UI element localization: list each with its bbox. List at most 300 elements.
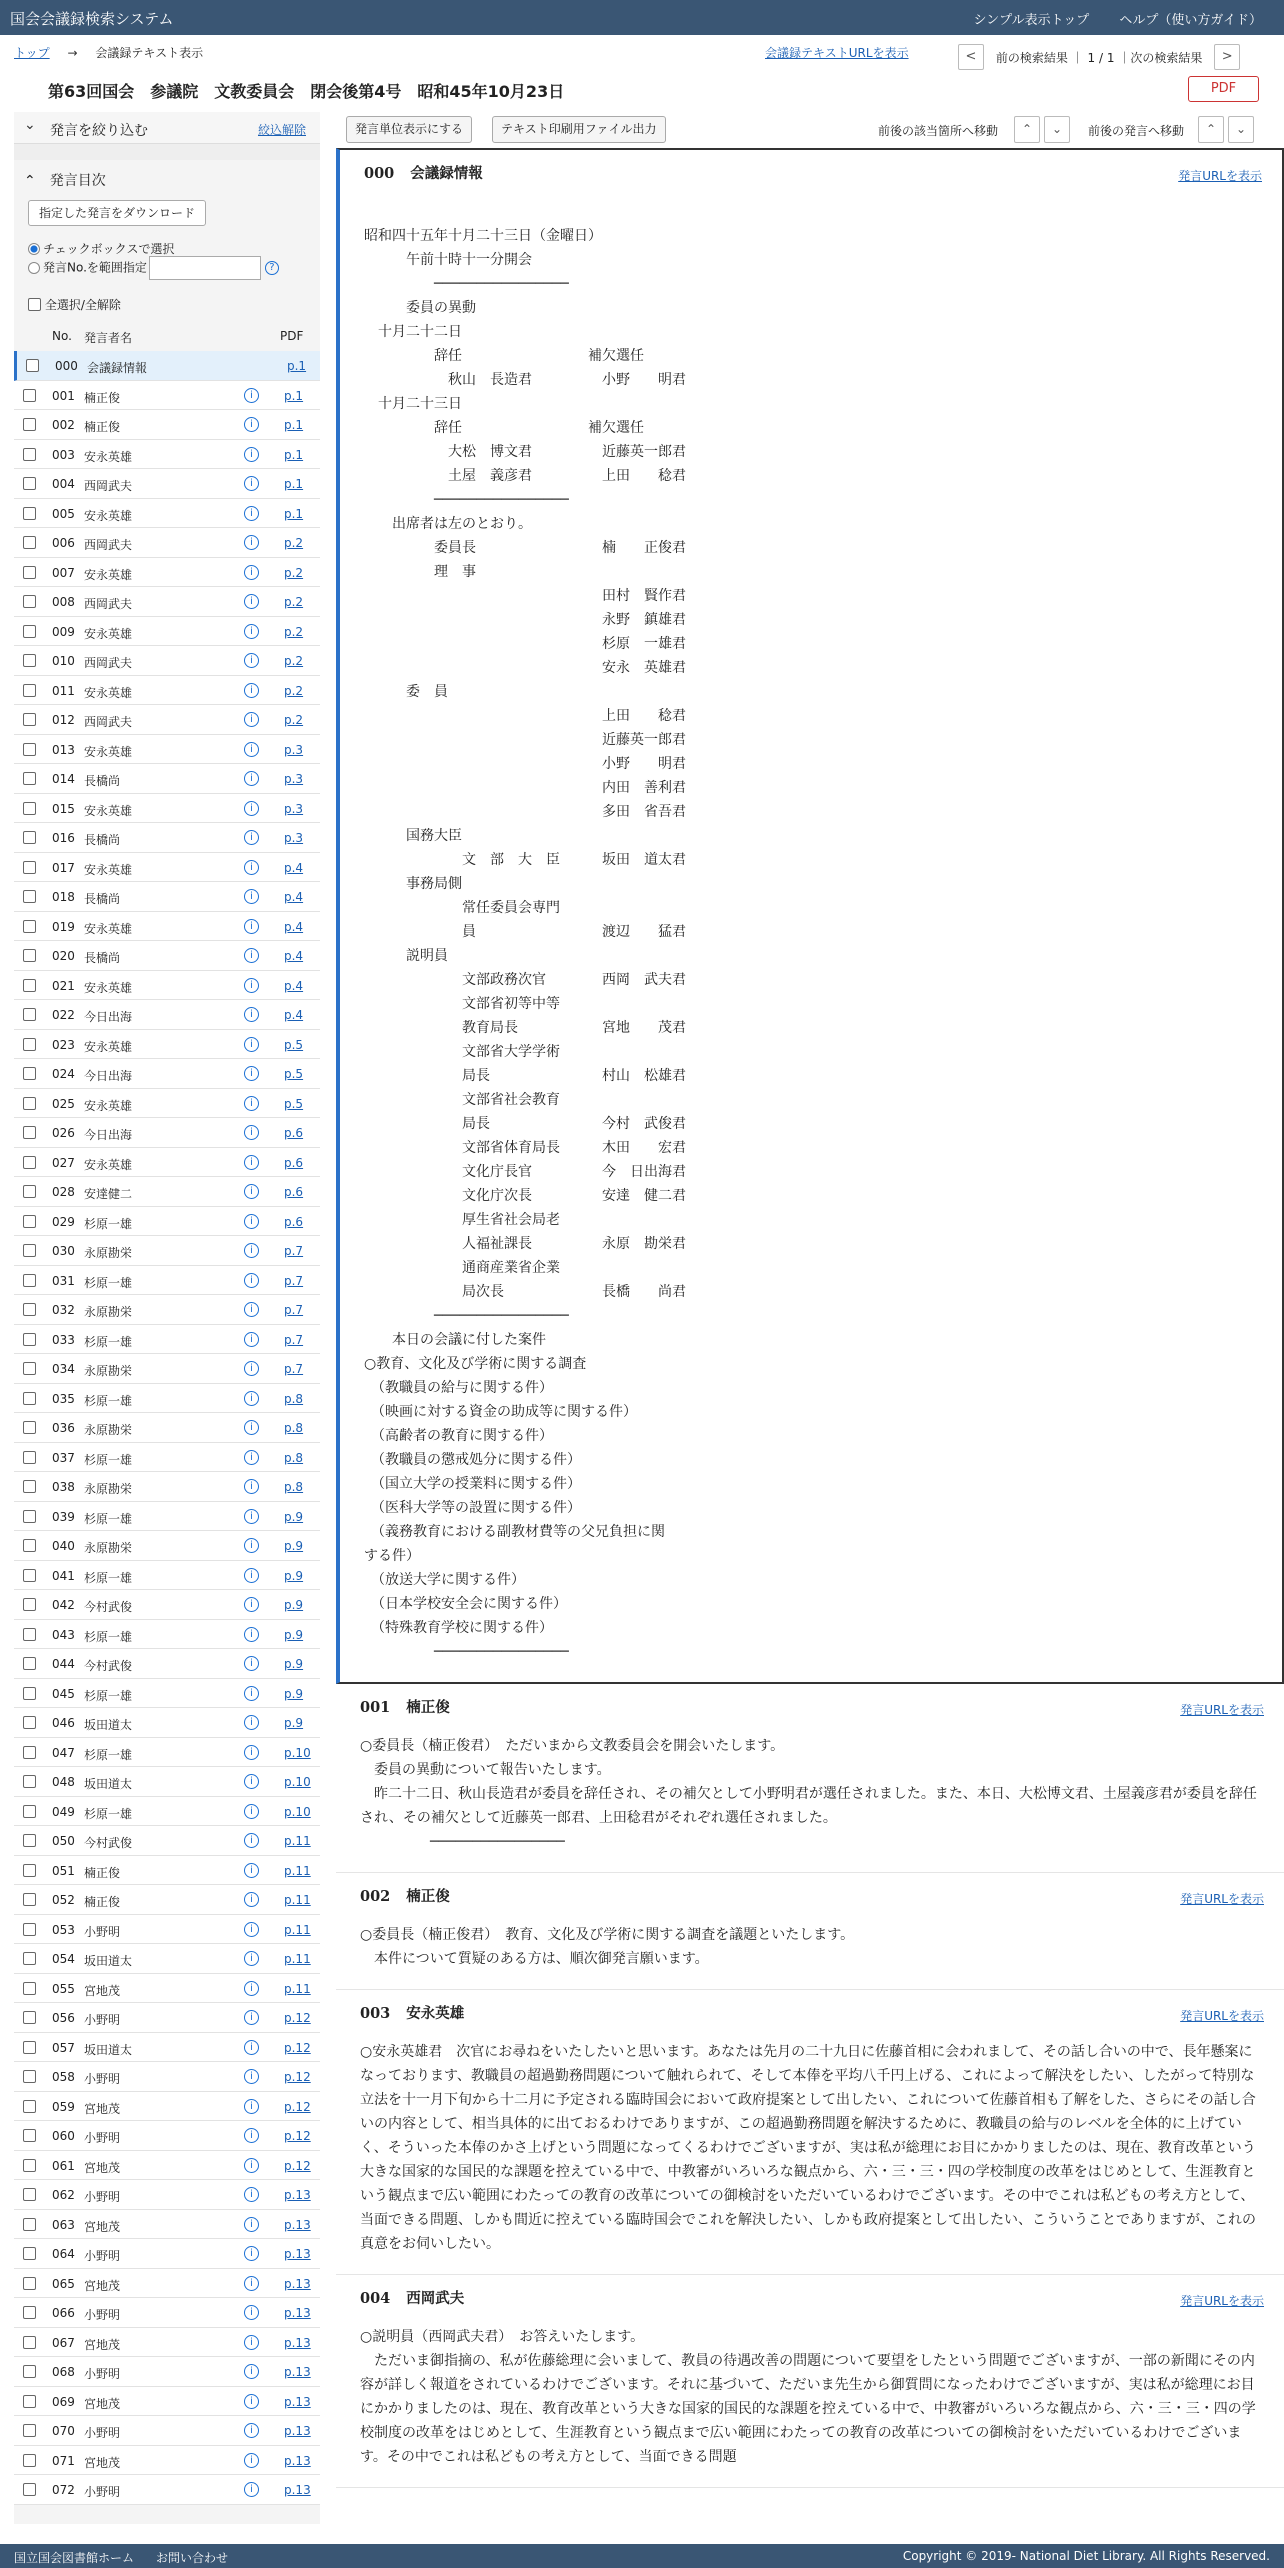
checkbox[interactable] bbox=[23, 949, 36, 962]
pdf-page-link[interactable]: p.2 bbox=[284, 536, 304, 550]
info-icon[interactable]: i bbox=[244, 1833, 259, 1848]
checkbox[interactable] bbox=[23, 2424, 36, 2437]
toc-row[interactable] bbox=[14, 1472, 320, 1502]
toc-row[interactable] bbox=[14, 381, 320, 411]
speaker-name[interactable]: 永原勘栄 bbox=[84, 1364, 133, 1378]
checkbox[interactable] bbox=[23, 1746, 36, 1759]
speaker-name[interactable]: 永原勘栄 bbox=[84, 1246, 133, 1260]
checkbox[interactable] bbox=[23, 1923, 36, 1936]
pdf-page-link[interactable]: p.10 bbox=[284, 1804, 311, 1819]
prev-result-button[interactable]: < bbox=[958, 44, 984, 70]
info-icon[interactable]: i bbox=[244, 1125, 259, 1140]
toc-row[interactable] bbox=[14, 941, 320, 971]
info-icon[interactable]: i bbox=[244, 653, 259, 668]
speaker-name[interactable]: 宮地茂 bbox=[84, 2278, 121, 2293]
speaker-name[interactable]: 今日出海 bbox=[84, 1069, 133, 1083]
toc-row[interactable] bbox=[14, 2416, 320, 2446]
checkbox[interactable] bbox=[23, 1864, 36, 1877]
speaker-name[interactable]: 安永英雄 bbox=[84, 803, 133, 818]
speaker-name[interactable]: 長橋尚 bbox=[84, 774, 121, 788]
speaker-name[interactable]: 小野明 bbox=[84, 2249, 121, 2263]
contact-link[interactable]: お問い合わせ bbox=[156, 2551, 229, 2565]
checkbox[interactable] bbox=[23, 2306, 36, 2319]
toc-row[interactable] bbox=[14, 528, 320, 558]
checkbox[interactable] bbox=[23, 477, 36, 490]
pdf-page-link[interactable]: p.9 bbox=[284, 1657, 304, 1671]
speaker-name[interactable]: 安永英雄 bbox=[84, 567, 133, 582]
pdf-page-link[interactable]: p.7 bbox=[284, 1303, 304, 1317]
info-icon[interactable]: i bbox=[244, 2394, 259, 2409]
checkbox[interactable] bbox=[23, 2041, 36, 2054]
next-result-button[interactable]: > bbox=[1214, 44, 1240, 70]
checkbox[interactable] bbox=[23, 772, 36, 785]
toc-row[interactable] bbox=[14, 1944, 320, 1974]
download-button[interactable]: 指定した発言をダウンロード bbox=[28, 200, 206, 226]
checkbox[interactable] bbox=[23, 389, 36, 402]
pdf-page-link[interactable]: p.7 bbox=[284, 1273, 304, 1288]
help-link[interactable]: ヘルプ（使い方ガイド） bbox=[1119, 13, 1262, 28]
pdf-page-link[interactable]: p.13 bbox=[284, 2335, 311, 2350]
toc-row[interactable] bbox=[14, 1679, 320, 1709]
speaker-name[interactable]: 宮地茂 bbox=[84, 2101, 121, 2116]
speech-url-link[interactable]: 発言URLを表示 bbox=[1180, 2009, 1264, 2023]
info-icon[interactable]: i bbox=[244, 476, 259, 491]
toc-row[interactable] bbox=[14, 1885, 320, 1915]
checkbox[interactable] bbox=[23, 1362, 36, 1375]
speaker-name[interactable]: 小野明 bbox=[84, 2426, 121, 2440]
toc-row[interactable] bbox=[14, 1767, 320, 1797]
speaker-name[interactable]: 安永英雄 bbox=[84, 1098, 133, 1113]
toc-row[interactable] bbox=[14, 2239, 320, 2269]
checkbox[interactable] bbox=[23, 713, 36, 726]
pdf-page-link[interactable]: p.6 bbox=[284, 1185, 304, 1199]
checkbox[interactable] bbox=[23, 1628, 36, 1641]
toc-row[interactable] bbox=[14, 1000, 320, 1030]
pdf-page-link[interactable]: p.9 bbox=[284, 1686, 304, 1701]
checkbox[interactable] bbox=[23, 536, 36, 549]
checkbox[interactable] bbox=[23, 1775, 36, 1788]
toc-row[interactable] bbox=[14, 1649, 320, 1679]
info-icon[interactable]: i bbox=[244, 801, 259, 816]
info-icon[interactable]: i bbox=[244, 2128, 259, 2143]
pdf-page-link[interactable]: p.4 bbox=[284, 919, 304, 934]
pdf-page-link[interactable]: p.2 bbox=[284, 654, 304, 668]
pdf-page-link[interactable]: p.9 bbox=[284, 1539, 304, 1553]
pdf-page-link[interactable]: p.4 bbox=[284, 860, 304, 875]
speaker-name[interactable]: 安永英雄 bbox=[84, 685, 133, 700]
speaker-name[interactable]: 小野明 bbox=[84, 2485, 121, 2499]
speaker-name[interactable]: 今村武俊 bbox=[84, 1600, 133, 1614]
info-icon[interactable]: i bbox=[244, 1538, 259, 1553]
checkbox[interactable] bbox=[23, 1687, 36, 1700]
checkbox[interactable] bbox=[23, 684, 36, 697]
toc-row[interactable] bbox=[14, 351, 320, 381]
pdf-page-link[interactable]: p.9 bbox=[284, 1716, 304, 1730]
pdf-page-link[interactable]: p.11 bbox=[284, 1952, 311, 1966]
info-icon[interactable]: i bbox=[244, 2158, 259, 2173]
pdf-page-link[interactable]: p.9 bbox=[284, 1568, 304, 1583]
checkbox[interactable] bbox=[23, 1952, 36, 1965]
toc-row[interactable] bbox=[14, 1118, 320, 1148]
pdf-page-link[interactable]: p.12 bbox=[284, 2040, 311, 2055]
info-icon[interactable]: i bbox=[244, 1981, 259, 1996]
pdf-page-link[interactable]: p.12 bbox=[284, 2099, 311, 2114]
speaker-name[interactable]: 安永英雄 bbox=[84, 980, 133, 995]
breadcrumb-top[interactable]: トップ bbox=[14, 46, 50, 60]
toc-row[interactable] bbox=[14, 2210, 320, 2240]
speaker-name[interactable]: 永原勘栄 bbox=[84, 1305, 133, 1319]
speaker-name[interactable]: 小野明 bbox=[84, 1924, 121, 1939]
speaker-name[interactable]: 長橋尚 bbox=[84, 951, 121, 965]
toc-row[interactable] bbox=[14, 2475, 320, 2505]
info-icon[interactable]: i bbox=[244, 1686, 259, 1701]
toc-row[interactable] bbox=[14, 1354, 320, 1384]
pdf-page-link[interactable]: p.6 bbox=[284, 1214, 304, 1229]
radio-icon[interactable] bbox=[28, 243, 40, 255]
checkbox[interactable] bbox=[23, 1156, 36, 1169]
pdf-page-link[interactable]: p.1 bbox=[284, 447, 304, 462]
pdf-page-link[interactable]: p.7 bbox=[284, 1332, 304, 1347]
pdf-page-link[interactable]: p.11 bbox=[284, 1981, 311, 1996]
toc-row[interactable] bbox=[14, 735, 320, 765]
pdf-page-link[interactable]: p.8 bbox=[284, 1450, 304, 1465]
pdf-page-link[interactable]: p.13 bbox=[284, 2483, 311, 2497]
info-icon[interactable]: i bbox=[244, 1007, 259, 1022]
speaker-name[interactable]: 小野明 bbox=[84, 2367, 121, 2381]
pdf-page-link[interactable]: p.10 bbox=[284, 1745, 311, 1760]
pdf-page-link[interactable]: p.8 bbox=[284, 1391, 304, 1406]
radio-range-select[interactable] bbox=[28, 256, 279, 280]
checkbox[interactable] bbox=[23, 2247, 36, 2260]
checkbox[interactable] bbox=[23, 418, 36, 431]
checkbox[interactable] bbox=[23, 1805, 36, 1818]
speech-url-link[interactable]: 発言URLを表示 bbox=[1180, 2294, 1264, 2308]
toc-row[interactable] bbox=[14, 823, 320, 853]
info-icon[interactable]: i bbox=[244, 1479, 259, 1494]
checkbox[interactable] bbox=[23, 1185, 36, 1198]
checkbox[interactable] bbox=[23, 625, 36, 638]
info-icon[interactable]: i bbox=[244, 1243, 259, 1258]
info-icon[interactable]: i bbox=[244, 417, 259, 432]
speaker-name[interactable]: 安永英雄 bbox=[84, 744, 133, 759]
info-icon[interactable]: i bbox=[244, 388, 259, 403]
info-icon[interactable]: i bbox=[244, 860, 259, 875]
pdf-page-link[interactable]: p.5 bbox=[284, 1037, 304, 1052]
checkbox[interactable] bbox=[23, 2129, 36, 2142]
info-icon[interactable]: i bbox=[244, 1774, 259, 1789]
toc-row[interactable] bbox=[14, 853, 320, 883]
checkbox[interactable] bbox=[23, 1097, 36, 1110]
speaker-name[interactable]: 今村武俊 bbox=[84, 1836, 133, 1850]
speaker-name[interactable]: 今日出海 bbox=[84, 1128, 133, 1142]
info-icon[interactable]: i bbox=[244, 1892, 259, 1907]
speaker-name[interactable]: 杉原一雄 bbox=[84, 1747, 133, 1762]
toc-row[interactable] bbox=[14, 1236, 320, 1266]
pdf-page-link[interactable]: p.4 bbox=[284, 978, 304, 993]
toc-row[interactable] bbox=[14, 1443, 320, 1473]
info-icon[interactable]: i bbox=[244, 948, 259, 963]
speaker-name[interactable]: 楠正俊 bbox=[84, 390, 121, 405]
info-icon[interactable]: i bbox=[244, 2364, 259, 2379]
pdf-page-link[interactable]: p.3 bbox=[284, 831, 304, 845]
speaker-name[interactable]: 西岡武夫 bbox=[84, 597, 133, 611]
speaker-name[interactable]: 小野明 bbox=[84, 2013, 121, 2027]
toc-row[interactable] bbox=[14, 1826, 320, 1856]
speaker-name[interactable]: 西岡武夫 bbox=[84, 715, 133, 729]
pdf-page-link[interactable]: p.9 bbox=[284, 1598, 304, 1612]
info-icon[interactable]: i bbox=[244, 506, 259, 521]
info-icon[interactable]: i bbox=[244, 1332, 259, 1347]
toc-header[interactable] bbox=[24, 170, 106, 190]
toc-row[interactable] bbox=[14, 1620, 320, 1650]
toc-row[interactable] bbox=[14, 1384, 320, 1414]
pdf-page-link[interactable]: p.2 bbox=[284, 713, 304, 727]
checkbox[interactable] bbox=[23, 743, 36, 756]
info-icon[interactable]: i bbox=[244, 1273, 259, 1288]
unit-display-button[interactable]: 発言単位表示にする bbox=[346, 116, 472, 143]
info-icon[interactable]: i bbox=[244, 624, 259, 639]
checkbox[interactable] bbox=[23, 654, 36, 667]
checkbox[interactable] bbox=[23, 920, 36, 933]
toc-row[interactable] bbox=[14, 1059, 320, 1089]
speaker-name[interactable]: 安永英雄 bbox=[84, 921, 133, 936]
speaker-name[interactable]: 小野明 bbox=[84, 2131, 121, 2145]
speaker-name[interactable]: 安永英雄 bbox=[84, 862, 133, 877]
speaker-name[interactable]: 杉原一雄 bbox=[84, 1629, 133, 1644]
info-icon[interactable]: i bbox=[244, 1184, 259, 1199]
checkbox[interactable] bbox=[23, 2100, 36, 2113]
info-icon[interactable]: i bbox=[244, 889, 259, 904]
info-icon[interactable]: i bbox=[244, 1804, 259, 1819]
checkbox[interactable] bbox=[23, 448, 36, 461]
ndl-home-link[interactable]: 国立国会図書館ホーム bbox=[14, 2551, 135, 2565]
checkbox[interactable] bbox=[23, 831, 36, 844]
filter-panel[interactable] bbox=[14, 112, 320, 144]
pdf-page-link[interactable]: p.13 bbox=[284, 2188, 311, 2202]
pdf-page-link[interactable]: p.3 bbox=[284, 742, 304, 757]
pdf-page-link[interactable]: p.11 bbox=[284, 1922, 311, 1937]
toc-row[interactable] bbox=[14, 2269, 320, 2299]
toc-row[interactable] bbox=[14, 1266, 320, 1296]
toc-row[interactable] bbox=[14, 971, 320, 1001]
speaker-name[interactable]: 西岡武夫 bbox=[84, 538, 133, 552]
info-icon[interactable]: i bbox=[244, 1745, 259, 1760]
info-icon[interactable]: i bbox=[244, 565, 259, 580]
info-icon[interactable]: i bbox=[244, 978, 259, 993]
toc-row[interactable] bbox=[14, 1561, 320, 1591]
checkbox[interactable] bbox=[23, 2454, 36, 2467]
pdf-page-link[interactable]: p.2 bbox=[284, 595, 304, 609]
speaker-name[interactable]: 宮地茂 bbox=[84, 1983, 121, 1998]
checkbox[interactable] bbox=[23, 2070, 36, 2083]
checkbox[interactable] bbox=[23, 1303, 36, 1316]
toc-row[interactable] bbox=[14, 2298, 320, 2328]
pdf-page-link[interactable]: p.8 bbox=[284, 1480, 304, 1494]
info-icon[interactable]: i bbox=[244, 1863, 259, 1878]
checkbox[interactable] bbox=[23, 2218, 36, 2231]
speaker-name[interactable]: 小野明 bbox=[84, 2072, 121, 2086]
info-icon[interactable]: i bbox=[244, 2453, 259, 2468]
toc-row[interactable] bbox=[14, 2446, 320, 2476]
speaker-name[interactable]: 西岡武夫 bbox=[84, 656, 133, 670]
checkbox[interactable] bbox=[23, 1480, 36, 1493]
speaker-name[interactable]: 杉原一雄 bbox=[84, 1216, 133, 1231]
info-icon[interactable]: i bbox=[244, 1597, 259, 1612]
info-icon[interactable]: i bbox=[244, 1066, 259, 1081]
app-title[interactable]: 国会会議録検索システム bbox=[10, 10, 174, 28]
speaker-name[interactable]: 長橋尚 bbox=[84, 892, 121, 906]
toc-row[interactable] bbox=[14, 440, 320, 470]
checkbox[interactable] bbox=[23, 890, 36, 903]
toc-row[interactable] bbox=[14, 1030, 320, 1060]
speaker-name[interactable]: 楠正俊 bbox=[84, 420, 121, 434]
speaker-name[interactable]: 安永英雄 bbox=[84, 449, 133, 464]
pdf-page-link[interactable]: p.13 bbox=[284, 2394, 311, 2409]
pdf-page-link[interactable]: p.12 bbox=[284, 2011, 311, 2025]
speaker-name[interactable]: 杉原一雄 bbox=[84, 1511, 133, 1526]
checkbox[interactable] bbox=[23, 1067, 36, 1080]
pdf-page-link[interactable]: p.11 bbox=[284, 1893, 311, 1907]
info-icon[interactable]: i bbox=[244, 2305, 259, 2320]
checkbox[interactable] bbox=[23, 802, 36, 815]
pdf-page-link[interactable]: p.3 bbox=[284, 801, 304, 816]
toc-row[interactable] bbox=[14, 2062, 320, 2092]
pdf-page-link[interactable]: p.2 bbox=[284, 565, 304, 580]
info-icon[interactable]: i bbox=[244, 1361, 259, 1376]
toc-row[interactable] bbox=[14, 2092, 320, 2122]
toc-row[interactable] bbox=[14, 2121, 320, 2151]
speaker-name[interactable]: 杉原一雄 bbox=[84, 1806, 133, 1821]
checkbox[interactable] bbox=[23, 507, 36, 520]
pdf-page-link[interactable]: p.7 bbox=[284, 1244, 304, 1258]
pdf-page-link[interactable]: p.5 bbox=[284, 1096, 304, 1111]
checkbox[interactable] bbox=[23, 1392, 36, 1405]
pdf-page-link[interactable]: p.8 bbox=[284, 1421, 304, 1435]
speaker-name[interactable]: 永原勘栄 bbox=[84, 1541, 133, 1555]
checkbox[interactable] bbox=[23, 1008, 36, 1021]
info-icon[interactable]: i bbox=[244, 2187, 259, 2202]
toc-row[interactable] bbox=[14, 1502, 320, 1532]
pdf-page-link[interactable]: p.2 bbox=[284, 624, 304, 639]
toc-row[interactable] bbox=[14, 2033, 320, 2063]
checkbox[interactable] bbox=[23, 1333, 36, 1346]
checkbox[interactable] bbox=[23, 1421, 36, 1434]
speaker-name[interactable]: 今村武俊 bbox=[84, 1659, 133, 1673]
toc-row[interactable] bbox=[14, 499, 320, 529]
toc-row[interactable] bbox=[14, 764, 320, 794]
checkbox[interactable] bbox=[23, 1244, 36, 1257]
speaker-name[interactable]: 永原勘栄 bbox=[84, 1423, 133, 1437]
pdf-page-link[interactable]: p.13 bbox=[284, 2365, 311, 2379]
toc-row[interactable] bbox=[14, 1295, 320, 1325]
speaker-name[interactable]: 小野明 bbox=[84, 2190, 121, 2204]
pdf-page-link[interactable]: p.9 bbox=[284, 1509, 304, 1524]
checkbox[interactable] bbox=[23, 2277, 36, 2290]
speaker-name[interactable]: 安永英雄 bbox=[84, 508, 133, 523]
info-icon[interactable]: i bbox=[244, 1155, 259, 1170]
info-icon[interactable]: i bbox=[244, 1951, 259, 1966]
info-icon[interactable]: i bbox=[244, 1037, 259, 1052]
speaker-name[interactable]: 小野明 bbox=[84, 2308, 121, 2322]
speaker-name[interactable]: 杉原一雄 bbox=[84, 1393, 133, 1408]
speaker-name[interactable]: 楠正俊 bbox=[84, 1865, 121, 1880]
pdf-page-link[interactable]: p.12 bbox=[284, 2158, 311, 2173]
speaker-name[interactable]: 杉原一雄 bbox=[84, 1334, 133, 1349]
info-icon[interactable]: i bbox=[244, 712, 259, 727]
checkbox[interactable] bbox=[23, 2336, 36, 2349]
pdf-page-link[interactable]: p.13 bbox=[284, 2247, 311, 2261]
info-icon[interactable]: i bbox=[244, 771, 259, 786]
checkbox[interactable] bbox=[28, 298, 41, 311]
speech-url-link[interactable]: 発言URLを表示 bbox=[1178, 169, 1262, 183]
checkbox[interactable] bbox=[26, 359, 39, 372]
pdf-page-link[interactable]: p.1 bbox=[284, 388, 304, 403]
info-icon[interactable]: i bbox=[244, 1627, 259, 1642]
chevron-up-icon[interactable]: ⌃ bbox=[1198, 116, 1224, 143]
pdf-page-link[interactable]: p.13 bbox=[284, 2217, 311, 2232]
pdf-page-link[interactable]: p.11 bbox=[284, 1863, 311, 1878]
speaker-name[interactable]: 宮地茂 bbox=[84, 2219, 121, 2234]
toc-row[interactable] bbox=[14, 587, 320, 617]
toc-row[interactable] bbox=[14, 1207, 320, 1237]
print-file-button[interactable]: テキスト印刷用ファイル出力 bbox=[492, 116, 666, 143]
checkbox[interactable] bbox=[23, 979, 36, 992]
pdf-page-link[interactable]: p.10 bbox=[284, 1775, 311, 1789]
toc-row[interactable] bbox=[14, 1708, 320, 1738]
checkbox[interactable] bbox=[23, 861, 36, 874]
info-icon[interactable]: i bbox=[244, 2010, 259, 2025]
speaker-name[interactable]: 杉原一雄 bbox=[84, 1452, 133, 1467]
checkbox[interactable] bbox=[23, 1598, 36, 1611]
toc-row[interactable] bbox=[14, 2328, 320, 2358]
checkbox[interactable] bbox=[23, 595, 36, 608]
speaker-name[interactable]: 杉原一雄 bbox=[84, 1275, 133, 1290]
toc-row[interactable] bbox=[14, 1797, 320, 1827]
pdf-page-link[interactable]: p.5 bbox=[284, 1067, 304, 1081]
toc-row[interactable] bbox=[14, 1738, 320, 1768]
info-icon[interactable]: i bbox=[244, 2099, 259, 2114]
pdf-page-link[interactable]: p.13 bbox=[284, 2276, 311, 2291]
pdf-button[interactable]: PDF bbox=[1188, 76, 1259, 102]
pdf-page-link[interactable]: p.1 bbox=[284, 477, 304, 491]
checkbox[interactable] bbox=[23, 2395, 36, 2408]
pdf-page-link[interactable]: p.1 bbox=[284, 418, 304, 432]
speaker-name[interactable]: 坂田道太 bbox=[84, 1777, 133, 1791]
checkbox[interactable] bbox=[23, 1510, 36, 1523]
info-icon[interactable]: i bbox=[244, 2482, 259, 2497]
info-icon[interactable]: i bbox=[244, 1656, 259, 1671]
toc-row[interactable] bbox=[14, 705, 320, 735]
chevron-down-icon[interactable]: ⌄ bbox=[1228, 116, 1254, 143]
speaker-name[interactable]: 坂田道太 bbox=[84, 1718, 133, 1732]
speaker-name[interactable]: 安達健二 bbox=[84, 1187, 133, 1201]
speaker-name[interactable]: 杉原一雄 bbox=[84, 1688, 133, 1703]
checkbox[interactable] bbox=[23, 1126, 36, 1139]
checkbox[interactable] bbox=[23, 2365, 36, 2378]
pdf-page-link[interactable]: p.11 bbox=[284, 1834, 311, 1848]
speaker-name[interactable]: 安永英雄 bbox=[84, 626, 133, 641]
info-icon[interactable]: i bbox=[244, 1715, 259, 1730]
pdf-page-link[interactable]: p.1 bbox=[284, 506, 304, 521]
speaker-name[interactable]: 安永英雄 bbox=[84, 1039, 133, 1054]
info-icon[interactable]: i bbox=[244, 2276, 259, 2291]
speaker-name[interactable]: 宮地茂 bbox=[84, 2396, 121, 2411]
speaker-name[interactable]: 西岡武夫 bbox=[84, 479, 133, 493]
speech-url-link[interactable]: 発言URLを表示 bbox=[1180, 1703, 1264, 1717]
info-icon[interactable]: i bbox=[244, 830, 259, 845]
toc-row[interactable] bbox=[14, 1325, 320, 1355]
info-icon[interactable]: i bbox=[244, 683, 259, 698]
